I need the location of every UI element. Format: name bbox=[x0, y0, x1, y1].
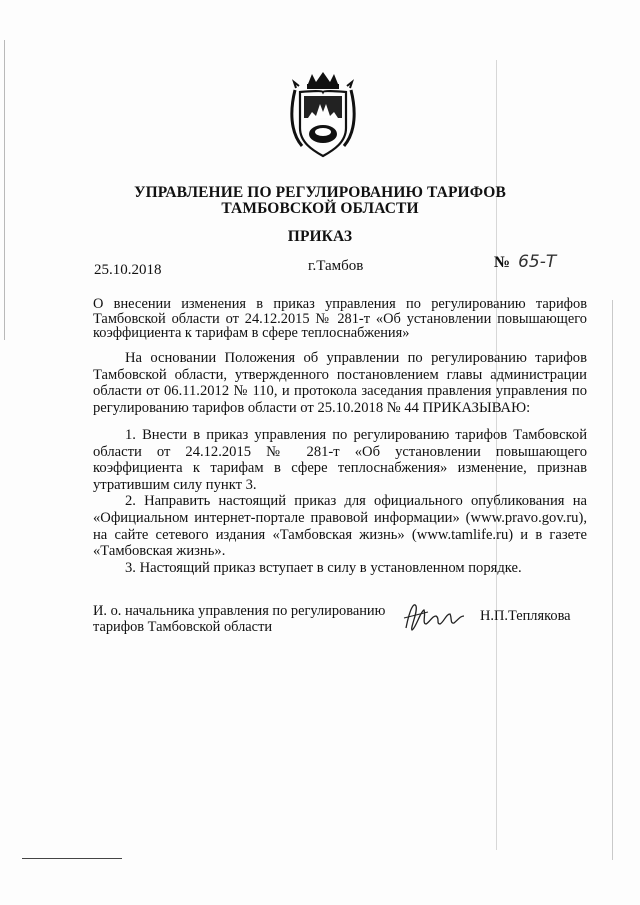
footer-rule bbox=[22, 858, 122, 859]
document-city: г.Тамбов bbox=[308, 258, 364, 274]
signatory-title-line2: тарифов Тамбовской области bbox=[93, 618, 273, 635]
coat-of-arms-icon bbox=[288, 70, 358, 160]
handwritten-number: 65-Т bbox=[518, 252, 557, 272]
signatory-name: Н.П.Теплякова bbox=[480, 608, 571, 624]
order-item-3: 3. Настоящий приказ вступает в силу в установленном порядке. bbox=[125, 559, 522, 576]
organization-name-line2: ТАМБОВСКОЙ ОБЛАСТИ bbox=[221, 200, 419, 217]
organization-name-line1: УПРАВЛЕНИЕ ПО РЕГУЛИРОВАНИЮ ТАРИФОВ bbox=[134, 184, 506, 201]
document-type-title: ПРИКАЗ bbox=[287, 228, 353, 245]
order-item-1: 1. Внести в приказ управления по регулированию тарифов Тамбовской области от 24.12.2015 № 281-т «Об установлении повышающего коэффициента к тарифам в сфере теплоснабжения» изменение, признав утратившим силу пункт 3. bbox=[93, 427, 587, 493]
scan-edge-right bbox=[612, 300, 613, 860]
number-sign: № bbox=[494, 254, 511, 271]
preamble-paragraph: На основании Положения об управлении по регулированию тарифов Тамбовской области, утвержденного постановлением главы администрации области от 06.11.2012 № 110, и протокола заседания правления управления по регулированию тарифов области от 25.10.2018 № 44 ПРИКАЗЫВАЮ: bbox=[93, 350, 587, 416]
document-subject: О внесении изменения в приказ управления по регулированию тарифов Тамбовской области от 24.12.2015 № 281-т «Об установлении повышающего коэффициента к тарифам в сфере теплоснабжения» bbox=[93, 296, 587, 341]
document-number bbox=[494, 252, 556, 272]
document-date: 25.10.2018 bbox=[94, 262, 162, 278]
order-item-2: 2. Направить настоящий приказ для официального опубликования на «Официальном интернет-портале правовой информации» (www.pravo.gov.ru), на сайте сетевого издания «Тамбовская жизнь» (www.tamlife.ru) и в газете «Тамбовская жизнь». bbox=[93, 493, 587, 560]
signatory-title-line1: И. о. начальника управления по регулированию bbox=[93, 603, 386, 619]
handwritten-signature bbox=[400, 598, 470, 636]
order-items-block bbox=[93, 427, 587, 576]
preamble-block bbox=[93, 350, 587, 416]
signatory-title bbox=[93, 604, 385, 635]
